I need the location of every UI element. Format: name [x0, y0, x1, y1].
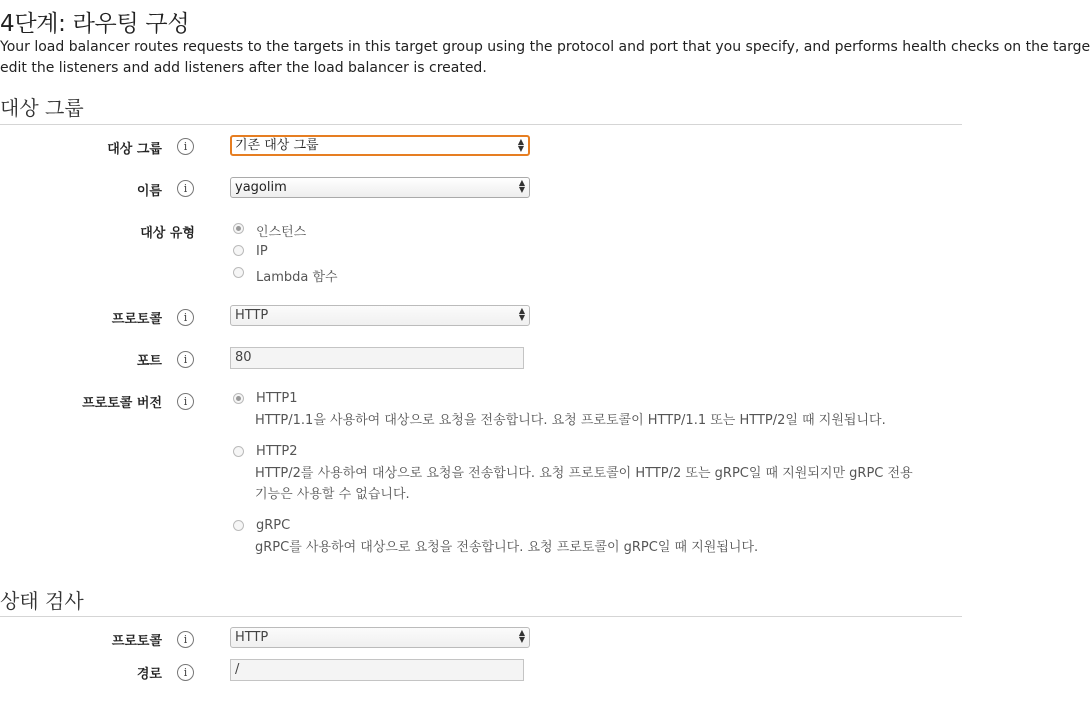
health-check-path-label: 경로 [136, 667, 162, 682]
protocol-version-http2-label: HTTP2 [256, 444, 298, 459]
port-input[interactable]: 80 [230, 347, 524, 369]
protocol-version-http2-desc-line1: HTTP/2를 사용하여 대상으로 요청을 전송합니다. 요청 프로토콜이 HTTP/2 또는 gRPC일 때 지원되지만 gRPC 전용 [255, 466, 913, 481]
select-arrows-icon: ▲ ▼ [518, 178, 525, 194]
protocol-version-grpc-desc: gRPC를 사용하여 대상으로 요청을 전송합니다. 요청 프로토콜이 gRPC일 때 지원됩니다. [255, 540, 759, 555]
name-select-value: yagolim [235, 180, 287, 195]
health-check-protocol-select[interactable] [230, 627, 530, 648]
target-type-lambda-label: Lambda 함수 [256, 270, 338, 285]
section-divider [0, 616, 962, 617]
health-check-protocol-value: HTTP [235, 630, 269, 645]
target-group-label: 대상 그룹 [107, 142, 162, 157]
info-icon[interactable]: i [177, 631, 194, 648]
protocol-version-http1-label: HTTP1 [256, 391, 298, 406]
protocol-version-http1-radio[interactable] [233, 393, 244, 404]
health-check-protocol-label: 프로토콜 [111, 634, 162, 649]
protocol-version-http2-desc-line2: 기능은 사용할 수 없습니다. [255, 487, 410, 502]
info-icon[interactable]: i [177, 309, 194, 326]
description-line-2: edit the listeners and add listeners after the load balancer is created. [0, 60, 487, 76]
target-group-select[interactable] [230, 135, 530, 156]
port-label: 포트 [136, 354, 162, 369]
target-type-lambda-radio[interactable] [233, 267, 244, 278]
name-label: 이름 [136, 184, 162, 199]
select-arrows-icon: ▲ ▼ [517, 137, 524, 153]
protocol-version-http1-desc: HTTP/1.1을 사용하여 대상으로 요청을 전송합니다. 요청 프로토콜이 HTTP/1.1 또는 HTTP/2일 때 지원됩니다. [255, 413, 886, 428]
section-divider [0, 124, 962, 125]
info-icon[interactable]: i [177, 393, 194, 410]
select-arrows-icon: ▲ ▼ [518, 628, 525, 644]
name-select[interactable] [230, 177, 530, 198]
target-type-instance-radio[interactable] [233, 223, 244, 234]
page-description [0, 37, 1090, 79]
select-arrows-icon: ▲ ▼ [518, 306, 525, 322]
section-title-target-group: 대상 그룹 [0, 96, 84, 120]
protocol-version-http2-radio[interactable] [233, 446, 244, 457]
info-icon[interactable]: i [177, 138, 194, 155]
protocol-label: 프로토콜 [111, 312, 162, 327]
info-icon[interactable]: i [177, 351, 194, 368]
page-title: 4단계: 라우팅 구성 [0, 11, 190, 37]
info-icon[interactable]: i [177, 664, 194, 681]
description-line-1: Your load balancer routes requests to the targets in this target group using the protocol and port that you specify, and performs health checks on the targe [0, 39, 1090, 55]
target-group-select-value: 기존 대상 그룹 [235, 138, 319, 153]
target-type-ip-label: IP [256, 244, 268, 259]
protocol-select-value: HTTP [235, 308, 269, 323]
protocol-version-grpc-radio[interactable] [233, 520, 244, 531]
target-type-ip-radio[interactable] [233, 245, 244, 256]
section-title-health-check: 상태 검사 [0, 589, 84, 613]
info-icon[interactable]: i [177, 180, 194, 197]
protocol-select[interactable] [230, 305, 530, 326]
target-type-label: 대상 유형 [140, 226, 195, 241]
protocol-version-grpc-label: gRPC [256, 518, 291, 533]
protocol-version-label: 프로토콜 버전 [82, 396, 162, 411]
health-check-path-input[interactable]: / [230, 659, 524, 681]
target-type-instance-label: 인스턴스 [256, 225, 307, 240]
